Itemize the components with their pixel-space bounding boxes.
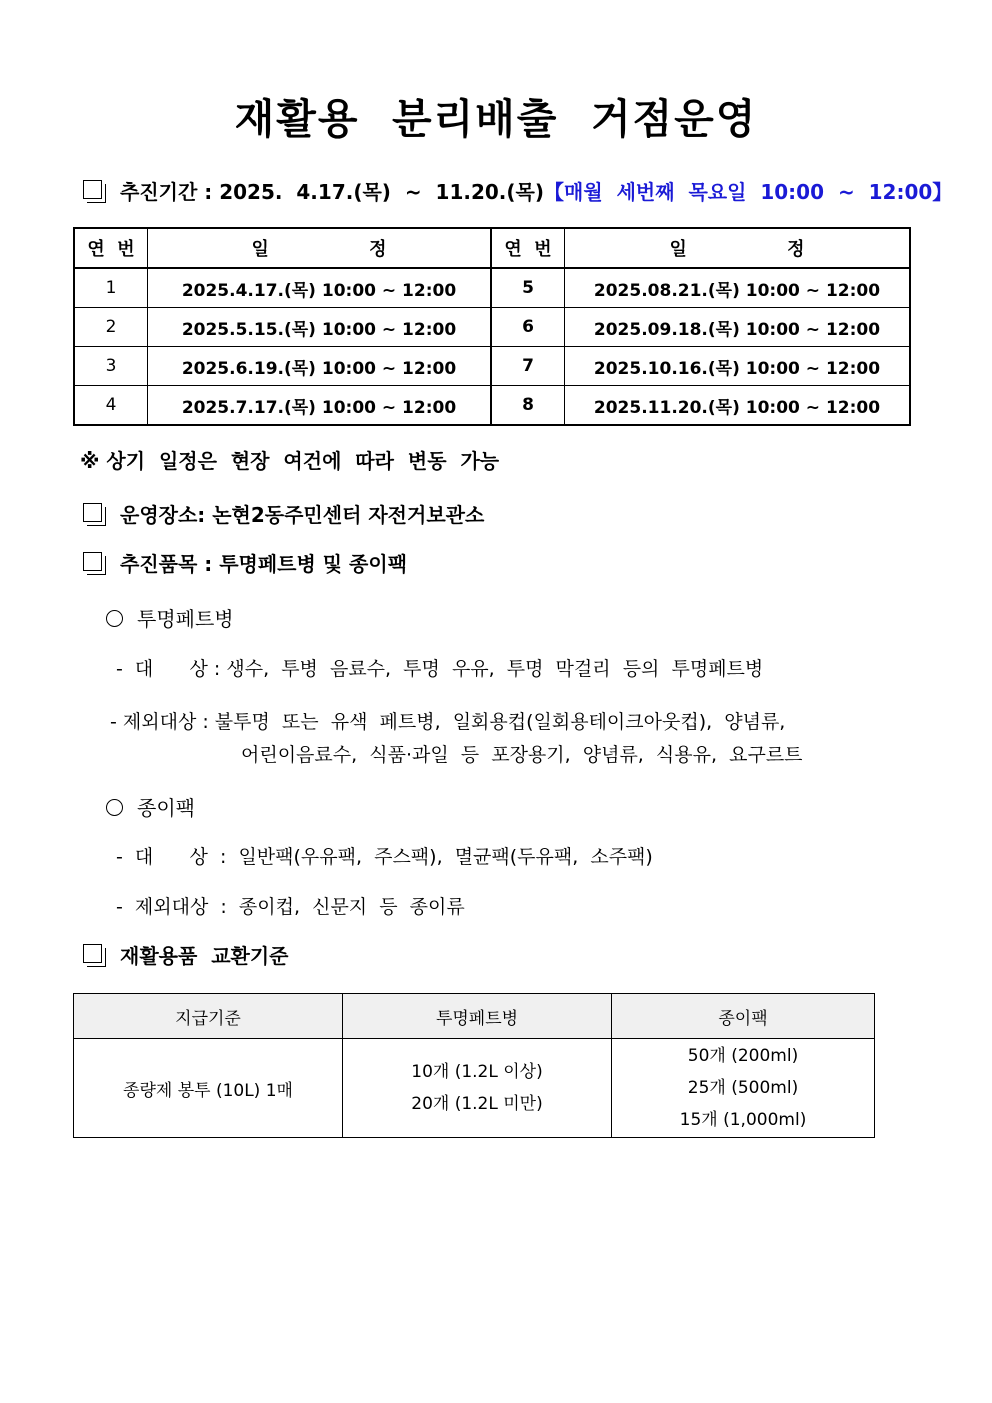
schedule-date: 2025.11.20.(목) 10:00 ~ 12:00: [565, 386, 911, 426]
schedule-no: 7: [491, 347, 565, 386]
location-heading: 운영장소: 논현2동주민센터 자전거보관소: [120, 503, 485, 527]
schedule-header-no: 연 번: [491, 228, 565, 268]
table-row: [74, 1039, 875, 1138]
paper-section-title: [106, 792, 195, 821]
schedule-date: 2025.10.16.(목) 10:00 ~ 12:00: [565, 347, 911, 386]
checkbox-square-icon: [83, 552, 103, 572]
schedule-note: ※ 상기 일정은 현장 여건에 따라 변동 가능: [80, 449, 500, 473]
schedule-date: 2025.4.17.(목) 10:00 ~ 12:00: [148, 268, 492, 308]
pet-section-title: [106, 603, 234, 632]
exchange-pet-line: 10개 (1.2L 이상): [411, 1062, 543, 1082]
circle-bullet-icon: [106, 610, 123, 627]
exchange-heading: 재활용품 교환기준: [120, 944, 289, 968]
schedule-no: 4: [74, 386, 148, 426]
period-highlight: 【매월 세번째 목요일 10:00 ~ 12:00】: [544, 180, 953, 204]
paper-exclude: - 제외대상 : 종이컵, 신문지 등 종이류: [116, 896, 465, 918]
exchange-paper-line: 15개 (1,000ml): [679, 1110, 807, 1130]
exchange-paper-line: 25개 (500ml): [687, 1078, 799, 1098]
period-label: 추진기간 : 2025. 4.17.(목) ~ 11.20.(목): [120, 180, 545, 204]
checkbox-square-icon: [83, 180, 103, 200]
circle-bullet-icon: [106, 799, 123, 816]
exchange-paper: [612, 1039, 875, 1138]
exchange-pet: [343, 1039, 612, 1138]
period-heading: [120, 176, 952, 205]
schedule-date: 2025.08.21.(목) 10:00 ~ 12:00: [565, 268, 911, 308]
schedule-no: 3: [74, 347, 148, 386]
table-row: [74, 386, 910, 426]
schedule-date: 2025.09.18.(목) 10:00 ~ 12:00: [565, 308, 911, 347]
schedule-no: 6: [491, 308, 565, 347]
checkbox-square-icon: [83, 944, 103, 964]
pet-target: - 대 상 : 생수, 투병 음료수, 투명 우유, 투명 막걸리 등의 투명페트병: [116, 658, 764, 680]
items-heading: 추진품목 : 투명페트병 및 종이팩: [120, 552, 408, 576]
schedule-no: 8: [491, 386, 565, 426]
exchange-paper-line: 50개 (200ml): [687, 1046, 799, 1066]
exchange-header-pet: 투명페트병: [343, 994, 612, 1039]
schedule-table: [73, 227, 911, 426]
schedule-header-no: 연 번: [74, 228, 148, 268]
schedule-no: 5: [491, 268, 565, 308]
schedule-header-date: 일 정: [565, 228, 911, 268]
pet-exclude-line1: - 제외대상 : 불투명 또는 유색 페트병, 일회용컵(일회용테이크아웃컵), 양념류,: [110, 711, 786, 733]
pet-exclude-line2: 어린이음료수, 식품·과일 등 포장용기, 양념류, 식용유, 요구르트: [241, 744, 803, 766]
schedule-date: 2025.7.17.(목) 10:00 ~ 12:00: [148, 386, 492, 426]
schedule-date: 2025.5.15.(목) 10:00 ~ 12:00: [148, 308, 492, 347]
pet-title: 투명페트병: [137, 607, 234, 631]
paper-title: 종이팩: [137, 796, 195, 820]
exchange-header-criterion: 지급기준: [74, 994, 343, 1039]
exchange-table: [73, 993, 875, 1138]
schedule-no: 2: [74, 308, 148, 347]
schedule-header-date: 일 정: [148, 228, 492, 268]
paper-target: - 대 상 : 일반팩(우유팩, 주스팩), 멸균팩(두유팩, 소주팩): [116, 846, 653, 868]
page-title: 재활용 분리배출 거점운영: [234, 95, 758, 143]
schedule-no: 1: [74, 268, 148, 308]
table-row: [74, 347, 910, 386]
exchange-header-paper: 종이팩: [612, 994, 875, 1039]
schedule-date: 2025.6.19.(목) 10:00 ~ 12:00: [148, 347, 492, 386]
exchange-pet-line: 20개 (1.2L 미만): [411, 1094, 543, 1114]
table-row: [74, 268, 910, 308]
checkbox-square-icon: [83, 503, 103, 523]
exchange-criterion: 종량제 봉투 (10L) 1매: [74, 1039, 343, 1138]
table-row: [74, 308, 910, 347]
